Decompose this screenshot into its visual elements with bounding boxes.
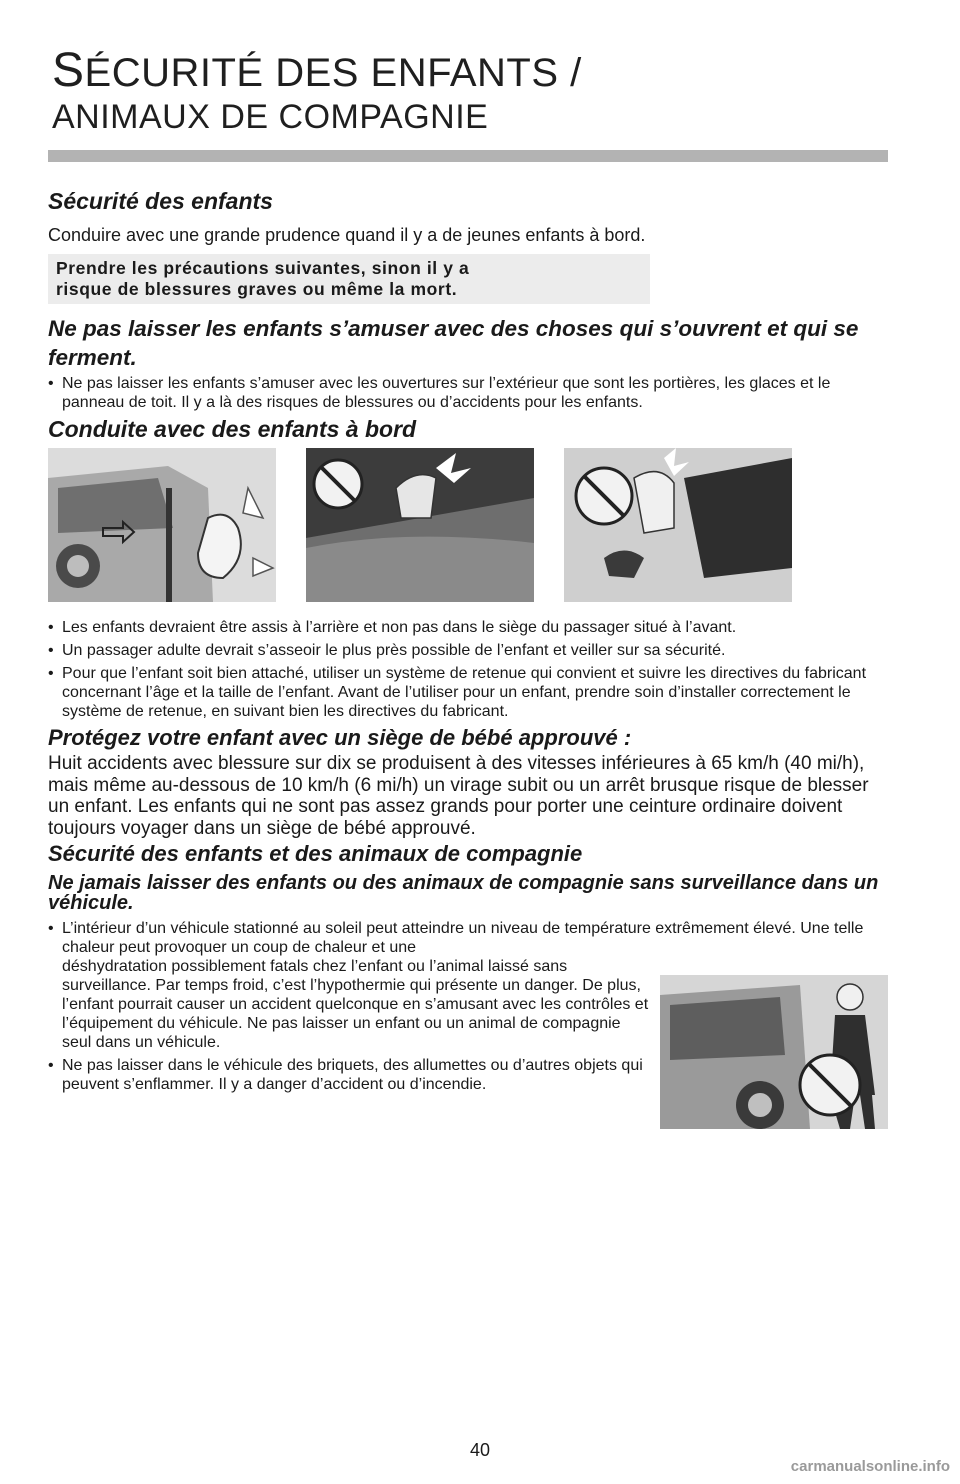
- watermark: carmanualsonline.info: [790, 1458, 950, 1475]
- baby-seat-text: Huit accidents avec blessure sur dix se produisent à des vitesses inférieures à 65 km/h (40 mi/h), mais même au-dessous de 10 km/h (6 mi/h) un virage subit ou un arrêt brusque risque de blesser un enfant. Les enfants qui ne sont pas assez grands pour porter une ceinture ordinaire doivent toujours voyager dans un siège de bébé approuvé.: [48, 753, 869, 839]
- list-item: • Pour que l’enfant soit bien attaché, utiliser un système de retenue qui convient et suivre les directives du fabricant concernant l’âge et la taille de l’enfant. Avant de l’utiliser pour un enfant, prendre soin d’installer correctement le système de retenue, en suivant bien les directives du fabricant.: [48, 664, 890, 721]
- window-hand-prohibited-illustration: [306, 448, 534, 602]
- warning-box: [48, 254, 650, 304]
- warning-line-2: risque de blessures graves ou même la mort.: [56, 279, 458, 299]
- warning-line-1: Prendre les précautions suivantes, sinon il y a: [56, 258, 470, 278]
- bullet-text-part-2: déshydratation possiblement fatals chez l’enfant ou l’animal laissé sans surveillance. Par temps froid, c’est l’hypothermie qui présente un danger. De plus, l’enfant pourrait causer un accident quelconque en s’amusant avec les contrôles et l’équipement du véhicule. Ne pas laisser un enfant ou un animal de compagnie seul dans un véhicule.: [62, 958, 649, 1051]
- bullet-text-part-1: L’intérieur d’un véhicule stationné au soleil peut atteindre un niveau de température extrêmement élevé. Une telle chaleur peut provoquer un coup de chaleur et une: [62, 920, 864, 956]
- section-heading-driving-with-children: Conduite avec des enfants à bord: [48, 416, 417, 442]
- bullet-text-part-1: • Ne pas laisser dans le véhicule des briquets, des allumettes ou d’autres objets qui: [62, 1057, 643, 1074]
- list-item: • Ne pas laisser les enfants s’amuser avec les ouvertures sur l’extérieur que sont les portières, les glaces et le panneau de toit. Il y a là des risques de blessures ou d’accidents pour les enfants.: [48, 374, 890, 412]
- list-item: • Les enfants devraient être assis à l’arrière et non pas dans le siège du passager situé à l’avant.: [48, 618, 890, 637]
- man-leaving-car-prohibited-illustration: [660, 975, 888, 1129]
- intro-text: Conduire avec une grande prudence quand il y a de jeunes enfants à bord.: [48, 225, 646, 245]
- page-content: [48, 180, 890, 1098]
- sunroof-hand-prohibited-illustration: [564, 448, 792, 602]
- page-title: SÉCURITÉ DES ENFANTS /: [52, 44, 582, 97]
- subheading-never-leave: Ne jamais laisser des enfants ou des animaux de compagnie sans surveillance dans un véhicule.: [48, 872, 879, 914]
- section-heading-openings: Ne pas laisser les enfants s’amuser avec des choses qui s’ouvrent et qui se ferment.: [48, 316, 859, 370]
- section-heading-children-pets: Sécurité des enfants et des animaux de compagnie: [48, 841, 583, 866]
- door-hand-illustration: [48, 448, 276, 602]
- section-heading-child-safety: Sécurité des enfants: [48, 188, 273, 214]
- sunroof-illustration-svg: [564, 448, 792, 602]
- section-heading-baby-seat: Protégez votre enfant avec un siège de bébé approuvé :: [48, 725, 632, 750]
- children-pets-block: [48, 919, 890, 1094]
- bullet-text-part-2: peuvent s’enflammer. Il y a danger d’accident ou d’incendie.: [62, 1076, 487, 1093]
- illustration-row: [48, 448, 890, 604]
- window-illustration-svg: [306, 448, 534, 602]
- list-item: [48, 1056, 652, 1094]
- page-number: 40: [469, 1440, 491, 1460]
- openings-bullets: [48, 374, 890, 412]
- page-header: [52, 44, 582, 136]
- man-car-illustration-svg: [660, 975, 888, 1129]
- page-subtitle: ANIMAUX DE COMPAGNIE: [52, 98, 489, 136]
- driving-bullets: [48, 618, 890, 721]
- header-rule: [48, 150, 888, 162]
- door-illustration-svg: [48, 448, 276, 602]
- list-item: • Un passager adulte devrait s’asseoir le plus près possible de l’enfant et veiller sur sa sécurité.: [48, 641, 890, 660]
